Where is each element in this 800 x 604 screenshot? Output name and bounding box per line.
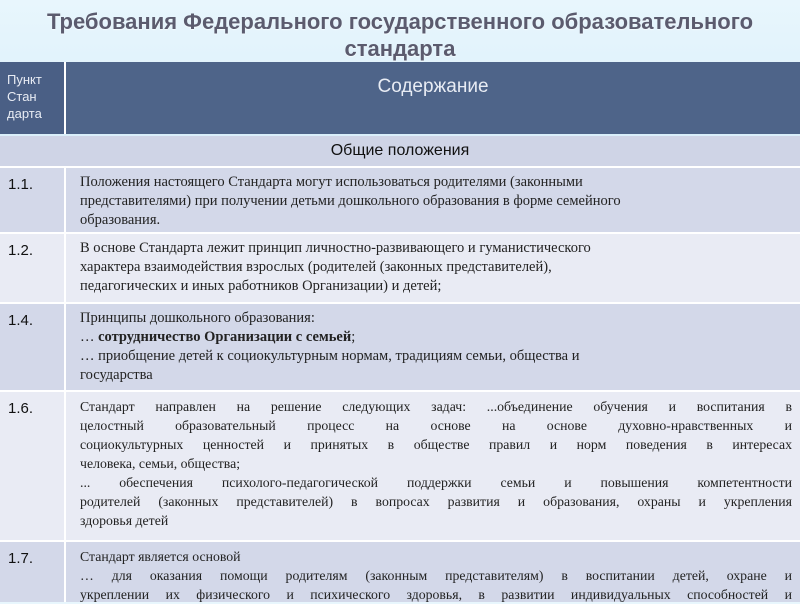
header-point-line-3: дарта	[7, 106, 42, 121]
row-number: 1.7.	[0, 542, 66, 602]
table-header	[0, 62, 800, 134]
row-text-bold: сотрудничество Организации с семьей	[98, 329, 352, 345]
row-text-line: Стандарт направлен на решение следующих задач: ...объединение обучения и воспитания в	[80, 399, 792, 414]
header-point-column	[0, 62, 66, 134]
header-content-column: Содержание	[66, 62, 800, 134]
section-title: Общие положения	[0, 136, 800, 166]
row-text-line: Принципы дошкольного образования:	[80, 310, 315, 326]
row-content	[66, 392, 800, 542]
row-content	[66, 304, 800, 392]
row-number: 1.4.	[0, 304, 66, 392]
row-number: 1.2.	[0, 234, 66, 304]
header-point-line-1: Пункт	[7, 72, 42, 87]
row-text-line: родителей (законных представителей) в вопросах развития и образования, охраны и укрепления	[80, 494, 792, 509]
row-text-line: целостный образовательный процесс на основе на основе духовно-нравственных и	[80, 418, 792, 433]
header-point-line-2: Стан	[7, 89, 37, 104]
page-title	[0, 8, 800, 62]
row-number: 1.6.	[0, 392, 66, 542]
row-text-line: человека, семьи, общества;	[80, 456, 241, 471]
row-text-line: … приобщение детей к социокультурным нормам, традициям семьи, общества и	[80, 348, 580, 364]
page-title-line-2: стандарта	[344, 36, 456, 61]
table-row	[0, 166, 800, 234]
row-text-line: Стандарт является основой	[80, 549, 241, 564]
row-text-line-emphasis: … сотрудничество Организации с семьей;	[80, 329, 356, 345]
row-text-line: здоровья детей	[80, 513, 169, 528]
row-text-line: ... обеспечения психолого-педагогической поддержки семьи и повышения компетентности	[80, 475, 792, 490]
row-content	[66, 234, 800, 304]
row-text-line: укреплении их физического и психического здоровья, в развитии индивидуальных способностей и	[80, 587, 792, 602]
row-text-line: представителями) при получении детьми дошкольного образования в форме семейного	[80, 193, 621, 209]
row-text-line: государства	[80, 367, 153, 383]
row-number: 1.1.	[0, 168, 66, 234]
page-title-line-1: Требования Федерального государственного образовательного	[46, 9, 754, 34]
row-text-line: Положения настоящего Стандарта могут использоваться родителями (законными	[80, 174, 583, 190]
row-text-line: педагогических и иных работников Организации) и детей;	[80, 278, 442, 294]
row-text-line: … для оказания помощи родителям (законным представителям) в воспитании детей, охране и	[80, 568, 792, 583]
row-text-line: характера взаимодействия взрослых (родителей (законных представителей),	[80, 259, 552, 275]
row-text-line: образования.	[80, 212, 161, 228]
row-content	[66, 542, 800, 602]
row-text-line: В основе Стандарта лежит принцип личностно-развивающего и гуманистического	[80, 240, 591, 256]
table-row	[0, 302, 800, 392]
table-row	[0, 232, 800, 304]
table-row	[0, 390, 800, 542]
table-row	[0, 540, 800, 602]
row-content	[66, 168, 800, 234]
row-text-line: социокультурных ценностей и принятых в обществе правил и норм поведения в интересах	[80, 437, 792, 452]
